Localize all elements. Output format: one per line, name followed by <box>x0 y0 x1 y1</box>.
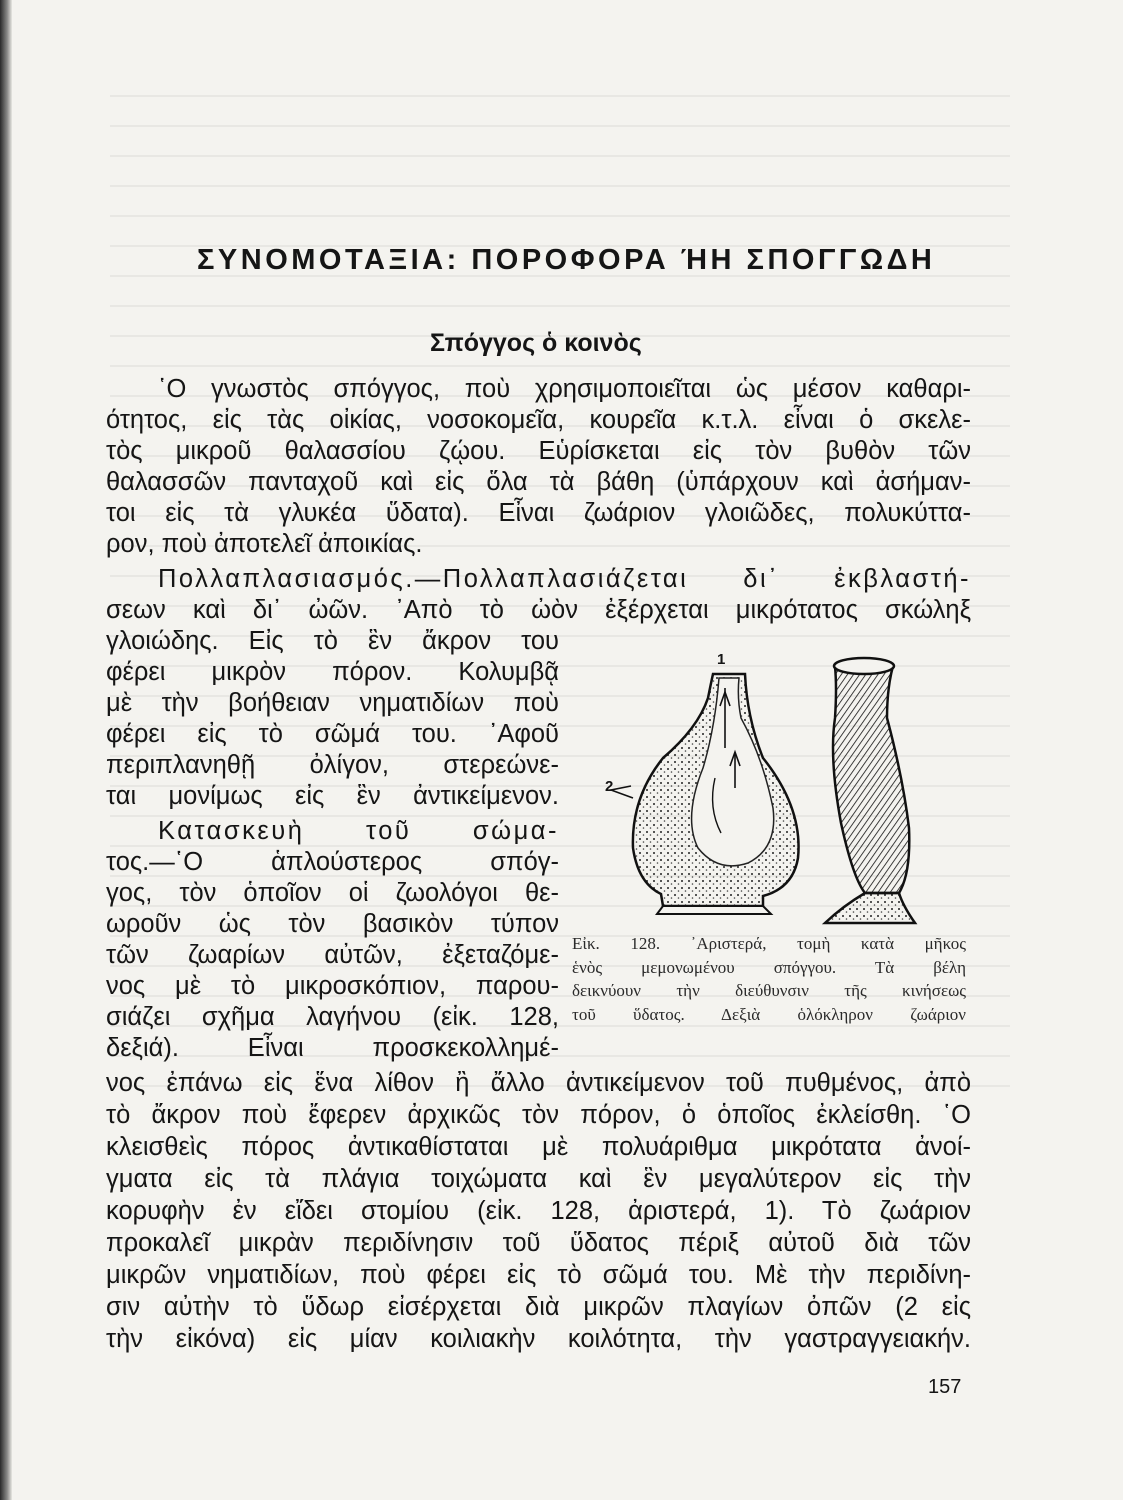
text-line: τος.—῾Ο ἁπλούστερος σπόγ- <box>106 848 559 876</box>
figure-label-pore: 1 <box>717 651 726 668</box>
text-line: θαλασσῶν πανταχοῦ καὶ εἰς ὅλα τὰ βάθη (ὑπάρχουν καὶ ἀσήμαν- <box>106 468 971 496</box>
text-line: γματα εἰς τὰ πλάγια τοιχώματα καὶ ἓν μεγαλύτερον εἰς τὴν <box>106 1165 971 1193</box>
text-line: γλοιώδης. Εἰς τὸ ἓν ἄκρον του <box>106 627 559 655</box>
text-line: ωροῦν ὡς τὸν βασικὸν τύπον <box>106 910 559 938</box>
sponge-illustration <box>603 648 983 938</box>
text-line: γος, τὸν ὁποῖον οἱ ζωολόγοι θε- <box>106 879 559 907</box>
sponge-whole-drawing <box>825 658 915 923</box>
text-line: νος ἐπάνω εἰς ἕνα λίθον ἢ ἄλλο ἀντικείμενον τοῦ πυθμένος, ἀπὸ <box>106 1069 971 1097</box>
text-line: κλεισθεὶς πόρος ἀντικαθίσταται μὲ πολυάριθμα μικρότατα ἀνοί- <box>106 1133 971 1161</box>
sponge-figure <box>603 648 983 938</box>
text-line: Κατασκευὴ τοῦ σώμα- <box>158 817 559 845</box>
text-line: μικρῶν νηματιδίων, ποὺ φέρει εἰς τὸ σῶμά του. Μὲ τὴν περιδίνη- <box>106 1261 971 1289</box>
caption-line: ἑνὸς μεμονωμένου σπόγγου. Τὰ βέλη <box>572 957 966 977</box>
text-line: φέρει εἰς τὸ σῶμά του. ᾽Αφοῦ <box>106 720 559 748</box>
caption-line: δεικνύουν τὴν διεύθυνσιν τῆς κινήσεως <box>572 981 966 1000</box>
text-line: ῾Ο γνωστὸς σπόγγος, ποὺ χρησιμοποιεῖται ὡς μέσον καθαρι- <box>158 375 971 403</box>
text-line: Πολλαπλασιασμός.—Πολλαπλασιάζεται δι᾽ ἐκβλαστή- <box>158 565 971 593</box>
book-spine-shadow <box>0 0 12 1500</box>
text-line: ρον, ποὺ ἀποτελεῖ ἀποικίας. <box>106 530 423 558</box>
text-line: σιν αὐτὴν τὸ ὕδωρ εἰσέρχεται διὰ μικρῶν πλαγίων ὀπῶν (2 εἰς <box>106 1293 971 1321</box>
text-line: φέρει μικρὸν πόρον. Κολυμβᾷ <box>106 658 559 686</box>
text-line: δεξιά). Εἶναι προσκεκολλημέ- <box>106 1034 559 1062</box>
text-line: προκαλεῖ μικρὰν περιδίνησιν τοῦ ὕδατος πέριξ αὐτοῦ διὰ τῶν <box>106 1229 971 1257</box>
section-title: Σπόγγος ὁ κοινὸς <box>430 329 642 357</box>
page-heading: ΣΥΝΟΜΟΤΑΞΙΑ: ΠΟΡΟΦΟΡΑ ΉΗ ΣΠΟΓΓΩΔΗ <box>197 244 936 276</box>
text-line: τὴν εἰκόνα) εἰς μίαν κοιλιακὴν κοιλότητα, τὴν γαστραγγειακήν. <box>106 1325 971 1353</box>
figure-label-side-openings: 2 <box>605 778 614 795</box>
caption-line: τοῦ ὕδατος. Δεξιὰ ὁλόκληρον ζωάριον <box>572 1004 966 1024</box>
text-line: τὸς μικροῦ θαλασσίου ζῴου. Εὑρίσκεται εἰς τὸν βυθὸν τῶν <box>106 437 971 465</box>
text-line: σιάζει σχῆμα λαγήνου (εἰκ. 128, <box>106 1003 559 1031</box>
text-line: μὲ τὴν βοήθειαν νηματιδίων ποὺ <box>106 689 559 717</box>
text-line: νος μὲ τὸ μικροσκόπιον, παρου- <box>106 972 559 1000</box>
text-line: τῶν ζωαρίων αὐτῶν, ἐξεταζόμε- <box>106 941 559 969</box>
text-line: τὸ ἄκρον ποὺ ἔφερεν ἀρχικῶς τὸν πόρον, ὁ ὁποῖος ἐκλείσθη. ῾Ο <box>106 1101 971 1129</box>
page-number: 157 <box>928 1376 962 1398</box>
text-line: σεων καὶ δι᾽ ὠῶν. ᾽Απὸ τὸ ὠὸν ἐξέρχεται μικρότατος σκώληξ <box>106 596 971 624</box>
sponge-section-drawing <box>611 674 799 914</box>
text-line: περιπλανηθῇ ὀλίγον, στερεώνε- <box>106 751 559 779</box>
text-line: ότητος, εἰς τὰς οἰκίας, νοσοκομεῖα, κουρεῖα κ.τ.λ. εἶναι ὁ σκελε- <box>106 406 971 434</box>
text-line: κορυφὴν ἐν εἴδει στομίου (εἰκ. 128, ἀριστερά, 1). Τὸ ζωάριον <box>106 1197 971 1225</box>
text-line: τοι εἰς τὰ γλυκέα ὕδατα). Εἶναι ζωάριον γλοιῶδες, πολυκύττα- <box>106 499 971 527</box>
text-line: ται μονίμως εἰς ἓν ἀντικείμενον. <box>106 782 559 810</box>
figure-caption <box>572 932 966 1026</box>
caption-line: Εἰκ. 128. ᾽Αριστερά, τομὴ κατὰ μῆκος <box>572 934 966 953</box>
